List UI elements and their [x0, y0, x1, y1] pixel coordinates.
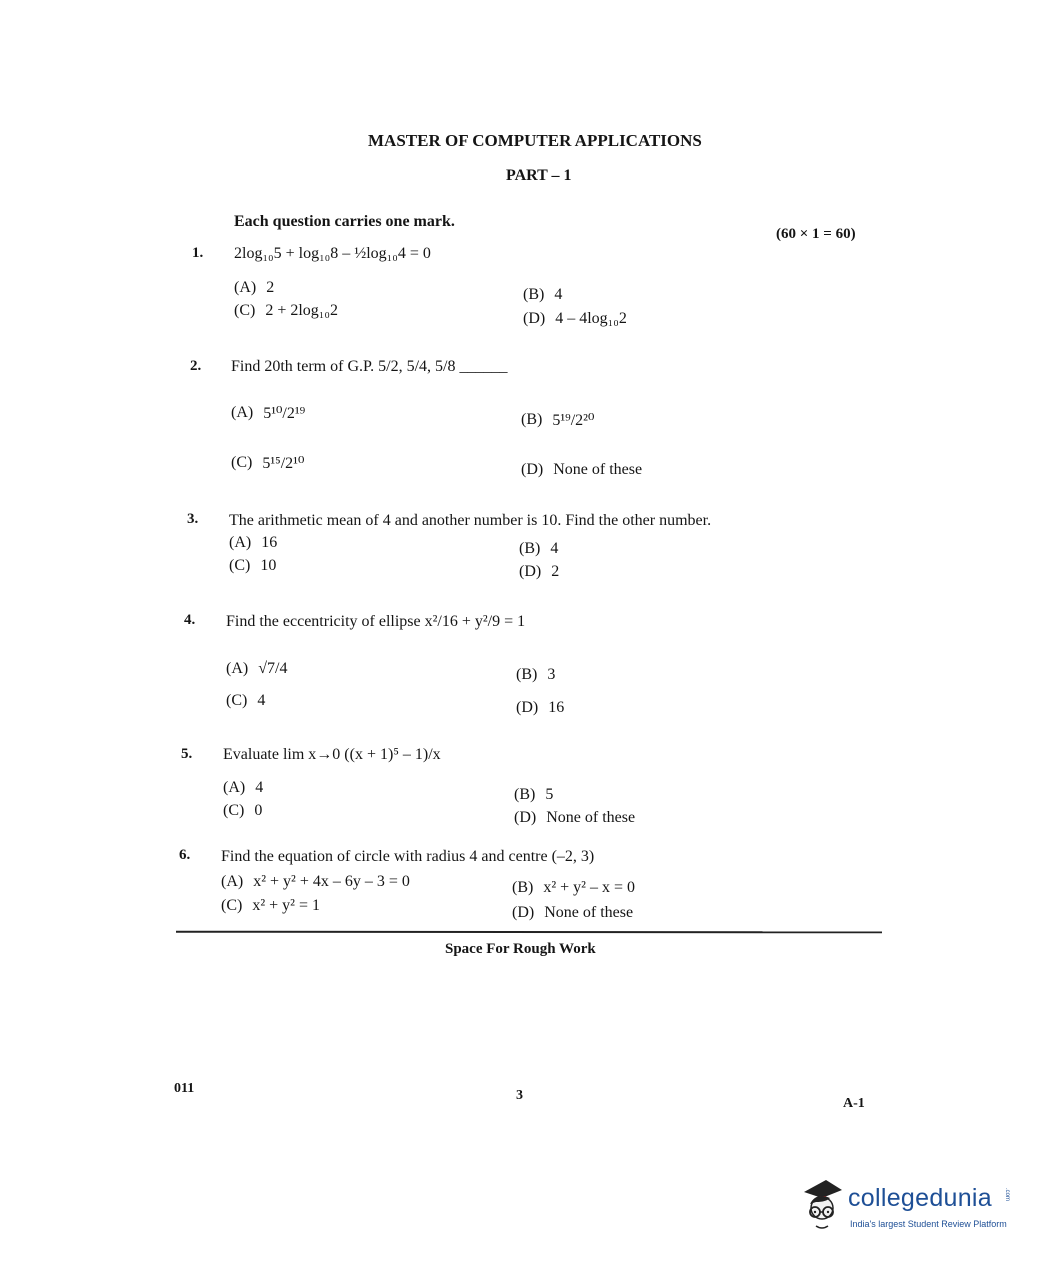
option-value: 0: [254, 802, 263, 819]
option-label: (B): [514, 786, 536, 803]
series-code: A-1: [843, 1096, 865, 1111]
option-label: (D): [514, 809, 537, 826]
option-label: (C): [234, 302, 256, 319]
option-label: (D): [521, 461, 544, 478]
option-value: 4: [255, 779, 264, 796]
mascot-icon: [796, 1172, 848, 1232]
option-label: (C): [223, 802, 245, 819]
question-5-option-b: [514, 786, 553, 804]
question-1-option-b: [523, 286, 562, 304]
option-value: 3: [547, 666, 556, 683]
option-label: (B): [523, 286, 545, 303]
option-value: None of these: [553, 461, 643, 478]
option-value: None of these: [546, 809, 636, 826]
question-2-option-d: [521, 461, 642, 479]
rough-work-label: Space For Rough Work: [445, 941, 596, 957]
option-value: 5: [545, 786, 554, 803]
question-number: 6.: [179, 847, 191, 863]
option-label: (A): [226, 660, 249, 677]
option-label: (C): [226, 692, 248, 709]
question-2-option-b: [521, 410, 594, 430]
question-3-option-a: [229, 534, 277, 552]
question-5-option-c: [223, 802, 262, 820]
option-value: x² + y² – x = 0: [543, 879, 635, 896]
question-5-option-a: [223, 779, 263, 797]
page-number: 3: [516, 1088, 523, 1103]
question-4-option-d: [516, 699, 564, 717]
question-5-option-d: [514, 809, 635, 827]
question-6-option-d: [512, 904, 633, 922]
option-value: 4: [257, 692, 266, 709]
question-number: 4.: [184, 612, 196, 628]
option-value: x² + y² + 4x – 6y – 3 = 0: [253, 873, 410, 890]
exam-title: MASTER OF COMPUTER APPLICATIONS: [368, 131, 702, 150]
question-1-option-d: [523, 310, 627, 328]
option-label: (D): [523, 310, 546, 327]
question-4-option-b: [516, 666, 555, 684]
question-5-text: Evaluate lim x→0 ((x + 1)⁵ – 1)/x: [223, 746, 441, 763]
question-6-text: Find the equation of circle with radius 4 and centre (–2, 3): [221, 848, 595, 865]
question-3-text: The arithmetic mean of 4 and another number is 10. Find the other number.: [229, 512, 712, 529]
option-value: None of these: [544, 904, 634, 921]
question-number: 3.: [187, 511, 199, 527]
option-value: 2: [551, 563, 560, 580]
part-heading: PART – 1: [506, 167, 572, 184]
option-value: 10: [260, 557, 277, 574]
option-label: (C): [231, 454, 253, 471]
option-value: 5¹⁵/2¹⁰: [262, 455, 305, 472]
question-3-option-d: [519, 563, 559, 581]
option-label: (A): [231, 404, 254, 421]
option-label: (B): [519, 540, 541, 557]
question-6-option-c: [221, 897, 320, 915]
option-label: (A): [223, 779, 246, 796]
option-value: 2: [266, 279, 275, 296]
question-6-option-b: [512, 879, 635, 897]
option-label: (B): [521, 411, 543, 428]
paper-code: 011: [174, 1081, 195, 1096]
option-value: x² + y² = 1: [252, 897, 320, 914]
option-label: (A): [229, 534, 252, 551]
option-label: (D): [519, 563, 542, 580]
question-2-option-a: [231, 403, 305, 423]
question-2-text: Find 20th term of G.P. 5/2, 5/4, 5/8 ______: [231, 358, 508, 375]
option-value: 4: [550, 540, 559, 557]
question-number: 1.: [192, 245, 204, 261]
question-3-option-c: [229, 557, 276, 575]
collegedunia-logo: [796, 1172, 1016, 1238]
question-1-option-c: [234, 302, 338, 320]
question-1-text: 2log₁₀5 + log₁₀8 – ½log₁₀4 = 0: [234, 245, 431, 262]
option-value: 2 + 2log₁₀2: [265, 302, 338, 319]
option-value: 16: [261, 534, 278, 551]
option-label: (A): [234, 279, 257, 296]
option-value: 4: [554, 286, 563, 303]
option-label: (A): [221, 873, 244, 890]
instruction: Each question carries one mark.: [234, 213, 455, 230]
option-label: (D): [512, 904, 535, 921]
divider-line: [176, 931, 882, 934]
question-number: 2.: [190, 358, 202, 374]
question-1-option-a: [234, 279, 274, 297]
option-value: 16: [548, 699, 565, 716]
total-marks: (60 × 1 = 60): [776, 226, 856, 242]
logo-tagline: India's largest Student Review Platform: [850, 1219, 1007, 1229]
question-4-text: Find the eccentricity of ellipse x²/16 + y²/9 = 1: [226, 613, 526, 630]
option-label: (C): [221, 897, 243, 914]
question-6-option-a: [221, 873, 410, 891]
question-number: 5.: [181, 746, 193, 762]
logo-suffix: .com: [1004, 1188, 1010, 1202]
logo-wordmark: collegedunia: [848, 1184, 992, 1212]
option-label: (B): [516, 666, 538, 683]
option-label: (C): [229, 557, 251, 574]
option-value: 5¹⁹/2²⁰: [552, 412, 595, 429]
question-4-option-a: [226, 660, 287, 678]
option-label: (B): [512, 879, 534, 896]
question-3-option-b: [519, 540, 558, 558]
option-value: 4 – 4log₁₀2: [555, 310, 627, 327]
option-value: 5¹⁰/2¹⁹: [263, 405, 306, 422]
option-label: (D): [516, 699, 539, 716]
question-2-option-c: [231, 453, 304, 473]
option-value: √7/4: [258, 660, 288, 677]
question-4-option-c: [226, 692, 265, 710]
